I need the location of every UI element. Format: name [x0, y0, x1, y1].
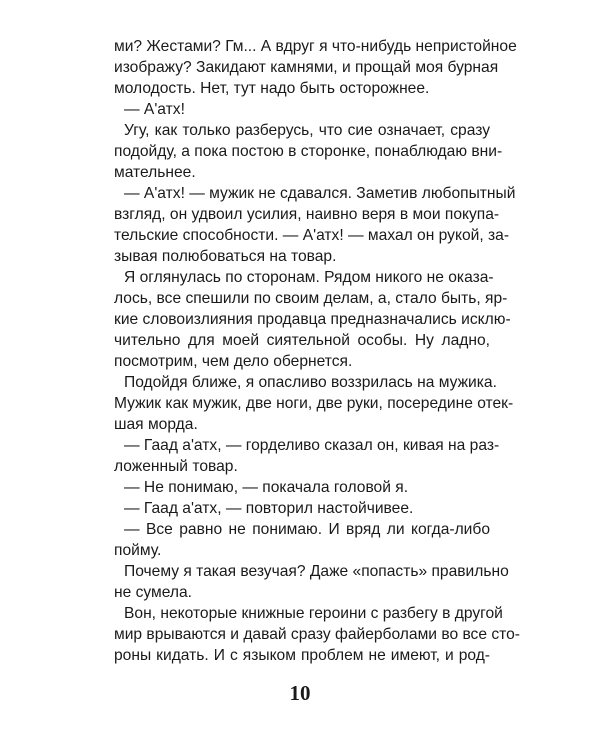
text-line: Подойдя ближе, я опасливо воззрилась на мужика. — [124, 374, 497, 391]
text-line: — А'атх! — [124, 101, 185, 118]
text-line: изображу? Закидают камнями, и прощай моя бурная — [114, 59, 499, 76]
text-line: взгляд, он удвоил усилия, наивно веря в мои покупа- — [114, 206, 500, 223]
body-text — [114, 36, 520, 666]
text-line: — Гаад а'атх, — повторил настойчивее. — [124, 500, 414, 517]
text-line: шая морда. — [114, 416, 198, 433]
text-line: Я оглянулась по сторонам. Рядом никого не оказа- — [124, 269, 494, 286]
text-line: зывая полюбоваться на товар. — [114, 248, 337, 265]
text-line: ми? Жестами? Гм... А вдруг я что-нибудь непристойное — [114, 38, 517, 55]
text-line: Угу, как только разберусь, что сие означает, сразу — [124, 122, 490, 139]
text-line: чительно для моей сиятельной особы. Ну ладно, — [114, 332, 490, 349]
text-line: пойму. — [114, 542, 162, 559]
text-line: тельские способности. — А'атх! — махал он рукой, за- — [114, 227, 510, 244]
text-line: мательнее. — [114, 164, 196, 181]
text-line: — Гаад а'атх, — горделиво сказал он, кивая на раз- — [124, 437, 500, 454]
text-line: — Не понимаю, — покачала головой я. — [124, 479, 409, 496]
text-line: подойду, а пока постою в сторонке, понаблюдаю вни- — [114, 143, 503, 160]
text-line: Мужик как мужик, две ноги, две руки, посередине отек- — [114, 395, 514, 412]
text-line: Почему я такая везучая? Даже «попасть» правильно — [124, 563, 509, 580]
text-line: лось, все спешили по своим делам, а, стало быть, яр- — [114, 290, 508, 307]
text-line: ложенный товар. — [114, 458, 238, 475]
text-line: посмотрим, чем дело обернется. — [114, 353, 353, 370]
text-line: — Все равно не понимаю. И вряд ли когда-либо — [124, 521, 490, 538]
text-line: роны кидать. И с языком проблем не имеют, и род- — [114, 647, 490, 664]
text-line: мир врываются и давай сразу файерболами во все сто- — [114, 626, 520, 643]
text-line: молодость. Нет, тут надо быть осторожнее. — [114, 80, 430, 97]
text-line: Вон, некоторые книжные героини с разбегу в другой — [124, 605, 503, 622]
text-line: — А'атх! — мужик не сдавался. Заметив любопытный — [124, 185, 516, 202]
page-number: 10 — [289, 681, 311, 705]
text-line: кие словоизлияния продавца предназначались исклю- — [114, 311, 511, 328]
text-line: не сумела. — [114, 584, 193, 601]
